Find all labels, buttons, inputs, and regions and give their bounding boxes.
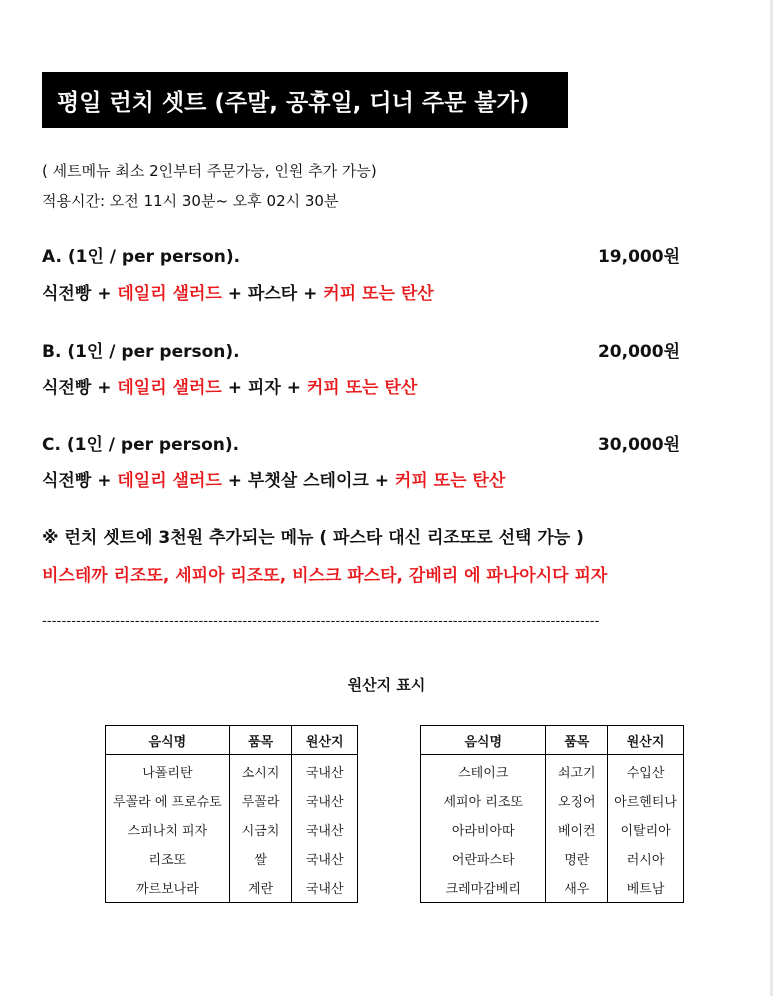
set-a-components <box>42 279 434 304</box>
set-b-components <box>42 373 417 398</box>
origin-cell: 국내산 <box>292 755 358 787</box>
plus-sign: + <box>97 378 112 398</box>
set-c-main: 부챗살 스테이크 <box>247 471 369 491</box>
upgrade-items: 비스테까 리조또, 세피아 리조또, 비스크 파스타, 감베리 에 파나아시다 피자 <box>42 566 608 586</box>
food-cell: 루꼴라 에 프로슈토 <box>106 786 230 815</box>
table-row <box>106 786 358 815</box>
item-cell: 오징어 <box>546 786 608 815</box>
plus-sign: + <box>97 471 112 491</box>
food-cell: 아라비아따 <box>421 815 546 844</box>
item-cell: 루꼴라 <box>229 786 292 815</box>
plus-sign: + <box>227 284 242 304</box>
origin-cell: 러시아 <box>608 844 684 873</box>
set-b-drink: 커피 또는 탄산 <box>306 378 418 398</box>
origin-table-left <box>105 725 358 903</box>
set-b-label: B. (1인 / per person). <box>42 342 240 362</box>
header-item: 품목 <box>546 726 608 755</box>
set-c-salad: 데일리 샐러드 <box>117 471 222 491</box>
plus-sign: + <box>97 284 112 304</box>
item-cell: 소시지 <box>229 755 292 787</box>
header-item: 품목 <box>229 726 292 755</box>
item-cell: 새우 <box>546 873 608 903</box>
item-cell: 명란 <box>546 844 608 873</box>
origin-cell: 국내산 <box>292 815 358 844</box>
table-row <box>106 815 358 844</box>
set-b-price: 20,000원 <box>597 342 680 362</box>
origin-cell: 국내산 <box>292 844 358 873</box>
item-cell: 쌀 <box>229 844 292 873</box>
table-row <box>421 873 684 903</box>
set-c-label: C. (1인 / per person). <box>42 435 240 455</box>
header-origin: 원산지 <box>608 726 684 755</box>
hours-note: 적용시간: 오전 11시 30분~ 오후 02시 30분 <box>42 192 339 210</box>
header-food: 음식명 <box>106 726 230 755</box>
plus-sign: + <box>374 471 389 491</box>
set-a-price: 19,000원 <box>597 247 680 267</box>
item-cell: 계란 <box>229 873 292 903</box>
set-c-components <box>42 466 505 491</box>
item-cell: 시금치 <box>229 815 292 844</box>
header-origin: 원산지 <box>292 726 358 755</box>
table-row <box>421 786 684 815</box>
set-c-drink: 커피 또는 탄산 <box>394 471 506 491</box>
table-row <box>421 844 684 873</box>
plus-sign: + <box>286 378 301 398</box>
origin-table-right <box>420 725 684 903</box>
upgrade-note: ※ 런치 셋트에 3천원 추가되는 메뉴 ( 파스타 대신 리조또로 선택 가능 ) <box>42 528 584 548</box>
food-cell: 나폴리탄 <box>106 755 230 787</box>
table-row <box>106 755 358 787</box>
table-row <box>421 755 684 787</box>
food-cell: 스피나치 피자 <box>106 815 230 844</box>
plus-sign: + <box>227 378 242 398</box>
origin-cell: 이탈리아 <box>608 815 684 844</box>
set-c-bread: 식전빵 <box>42 471 92 491</box>
origin-cell: 국내산 <box>292 786 358 815</box>
food-cell: 세피아 리조또 <box>421 786 546 815</box>
item-cell: 베이컨 <box>546 815 608 844</box>
header-food: 음식명 <box>421 726 546 755</box>
min-order-note: ( 세트메뉴 최소 2인부터 주문가능, 인원 추가 가능) <box>42 162 377 180</box>
table-row <box>106 844 358 873</box>
food-cell: 스테이크 <box>421 755 546 787</box>
origin-cell: 국내산 <box>292 873 358 903</box>
set-a-main: 파스타 <box>247 284 298 304</box>
set-a-bread: 식전빵 <box>42 284 92 304</box>
plus-sign: + <box>303 284 318 304</box>
set-a-drink: 커피 또는 탄산 <box>323 284 434 304</box>
set-b-salad: 데일리 샐러드 <box>117 378 222 398</box>
set-b-bread: 식전빵 <box>42 378 92 398</box>
origin-cell: 수입산 <box>608 755 684 787</box>
table-row <box>421 815 684 844</box>
set-b-main: 피자 <box>247 378 281 398</box>
divider: ------------------------------------------------------------------------------------------------------------------ <box>42 614 600 629</box>
page-title: 평일 런치 셋트 (주말, 공휴일, 디너 주문 불가) <box>42 72 568 128</box>
item-cell: 쇠고기 <box>546 755 608 787</box>
food-cell: 리조또 <box>106 844 230 873</box>
food-cell: 까르보나라 <box>106 873 230 903</box>
set-a-salad: 데일리 샐러드 <box>117 284 222 304</box>
food-cell: 크레마감베리 <box>421 873 546 903</box>
origin-title: 원산지 표시 <box>347 676 426 694</box>
origin-cell: 아르헨티나 <box>608 786 684 815</box>
origin-cell: 베트남 <box>608 873 684 903</box>
set-c-price: 30,000원 <box>597 435 680 455</box>
food-cell: 어란파스타 <box>421 844 546 873</box>
set-a-label: A. (1인 / per person). <box>42 247 241 267</box>
plus-sign: + <box>227 471 242 491</box>
table-row <box>106 873 358 903</box>
